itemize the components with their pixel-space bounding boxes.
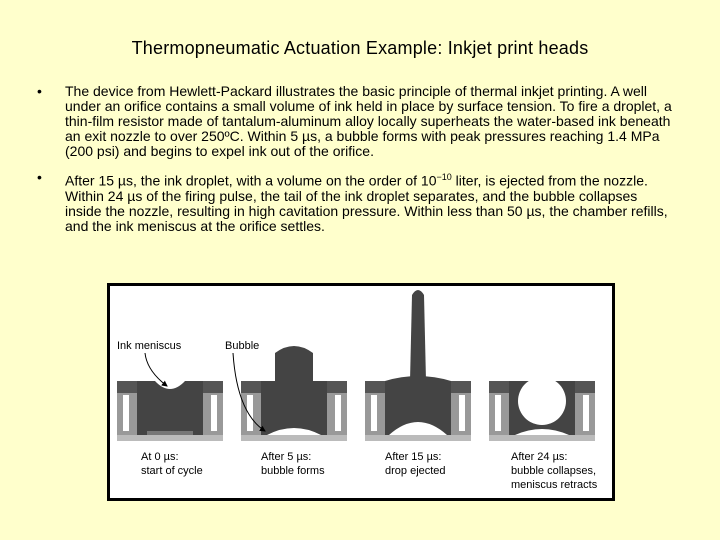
bullet-text: The device from Hewlett-Packard illustrates the basic principle of thermal inkjet printing. A well under an orifice contains a small volume of ink held in place by surface tension. To fire a droplet, a thin-film resistor made of tantalum-aluminum alloy locally superheats the water-based ink beneath an exit nozzle to over 250ºC. Within 5 µs, a bubble forms with peak pressures reaching 1.4 MPa (200 psi) and begins to expel ink out of the orifice. <box>65 83 672 159</box>
stage-caption: drop ejected <box>385 465 446 477</box>
stage-caption: start of cycle <box>141 465 203 477</box>
bullet-list <box>36 84 676 245</box>
stage-1-nozzle <box>117 381 223 441</box>
bullet-marker: • <box>37 169 42 185</box>
stage-caption: After 5 µs: <box>261 451 312 463</box>
bullet-text <box>65 170 676 234</box>
stage-2-nozzle <box>241 346 347 441</box>
inkjet-figure <box>107 283 615 501</box>
stage-3-nozzle <box>365 290 471 441</box>
bullet-item <box>36 84 676 159</box>
bullet-text-part: After 15 µs, the ink droplet, with a volume on the order of 10 <box>65 172 437 189</box>
bubble-label: Bubble <box>225 340 260 352</box>
stage-4-nozzle <box>489 377 595 441</box>
ink-meniscus-label: Ink meniscus <box>117 340 182 352</box>
bullet-item <box>36 170 676 234</box>
exponent: −10 <box>436 172 452 182</box>
stage-caption: After 15 µs: <box>385 451 442 463</box>
stage-caption: After 24 µs: <box>511 451 568 463</box>
stage-caption: At 0 µs: <box>141 451 179 463</box>
stage-caption: meniscus retracts <box>511 479 598 491</box>
inkjet-diagram <box>107 283 615 501</box>
stage-caption: bubble forms <box>261 465 325 477</box>
slide-title: Thermopneumatic Actuation Example: Inkjet print heads <box>131 38 589 58</box>
stage-caption: bubble collapses, <box>511 465 597 477</box>
bullet-text-part: liter, is ejected from the nozzle. Within 24 µs of the firing pulse, the tail of the ink droplet separates, and the bubble collapses inside the nozzle, resulting in high cavitation pressure. Within less than 50 µs, the chamber refills, and the ink meniscus at the orifice settles. <box>65 172 668 234</box>
bullet-marker: • <box>37 83 42 99</box>
